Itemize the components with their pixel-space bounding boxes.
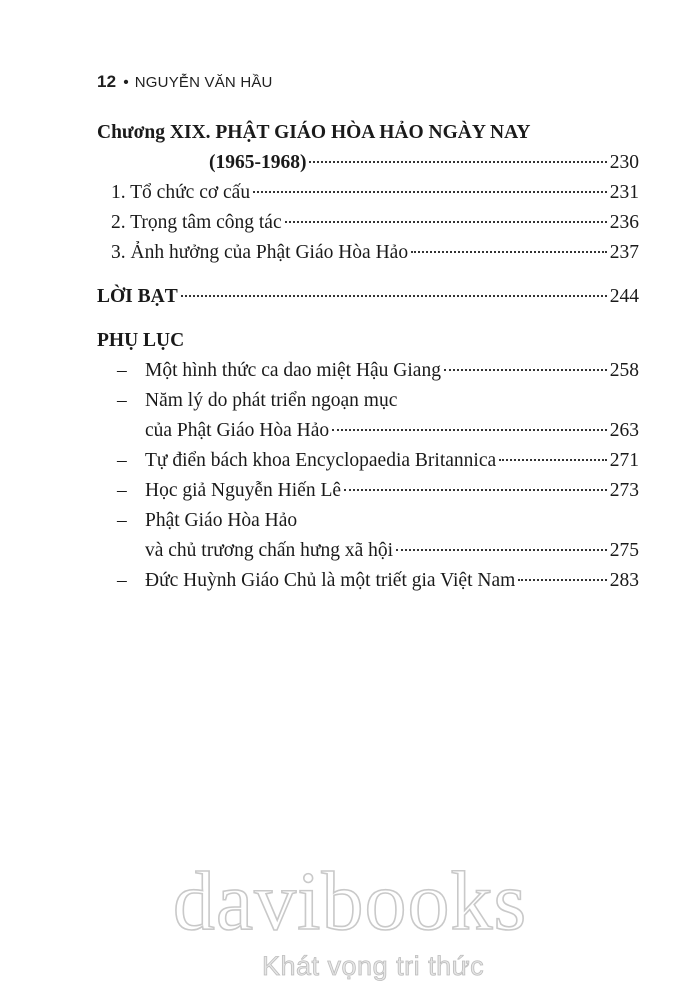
toc-entry-appendix [97,476,639,506]
dash-bullet: – [117,510,127,531]
page-ref: 258 [609,360,639,381]
running-header [97,72,273,92]
dot-leader [285,221,607,223]
chapter-dates: (1965-1968) [209,152,307,173]
toc-entry-afterword [97,282,639,312]
page-ref: 283 [609,570,639,591]
toc-entry-section [97,238,639,268]
toc-entry-section [97,178,639,208]
toc-entry-appendix [97,506,639,536]
page-ref: 244 [609,286,639,307]
dot-leader [332,429,607,431]
dot-leader [499,459,607,461]
dot-leader [444,369,607,371]
dot-leader [309,161,606,163]
appendix-label: Tự điển bách khoa Encyclopaedia Britannica [145,450,497,471]
section-label: 1. Tổ chức cơ cấu [111,182,251,203]
dot-leader [518,579,606,581]
table-of-contents [97,118,639,596]
header-separator: • [123,74,129,91]
appendix-heading: PHỤ LỤC [97,330,185,351]
toc-entry-section [97,208,639,238]
toc-entry-appendix-cont [97,416,639,446]
page-ref: 236 [609,212,639,233]
dot-leader [181,295,607,297]
toc-entry-appendix [97,446,639,476]
page-ref: 231 [609,182,639,203]
toc-entry-appendix [97,566,639,596]
watermark-brand: davibooks [172,855,528,948]
appendix-label: Năm lý do phát triển ngoạn mục [145,390,398,411]
page-ref: 271 [609,450,639,471]
dot-leader [411,251,607,253]
page-ref: 237 [609,242,639,263]
appendix-label: Đức Huỳnh Giáo Chủ là một triết gia Việt Nam [145,570,516,591]
toc-entry-chapter-dates [97,148,639,178]
page-ref: 273 [609,480,639,501]
page-ref: 230 [609,152,639,173]
dot-leader [396,549,607,551]
dot-leader [253,191,607,193]
appendix-label: Phật Giáo Hòa Hảo [145,510,298,531]
dash-bullet: – [117,360,127,381]
dash-bullet: – [117,390,127,411]
page-ref: 263 [609,420,639,441]
dash-bullet: – [117,450,127,471]
dot-leader [344,489,607,491]
dash-bullet: – [117,480,127,501]
toc-entry-appendix-cont [97,536,639,566]
watermark-tagline: Khát vọng tri thức [262,951,485,981]
appendix-label-cont: và chủ trương chấn hưng xã hội [145,540,394,561]
author-name: NGUYỄN VĂN HẦU [134,74,273,91]
afterword-label: LỜI BẠT [97,286,178,307]
chapter-title: Chương XIX. PHẬT GIÁO HÒA HẢO NGÀY NAY [97,122,531,143]
page-ref: 275 [609,540,639,561]
appendix-label: Học giả Nguyễn Hiến Lê [145,480,342,501]
appendix-label-cont: của Phật Giáo Hòa Hảo [145,420,330,441]
toc-entry-appendix [97,356,639,386]
dash-bullet: – [117,570,127,591]
toc-entry-appendix [97,386,639,416]
page-number: 12 [97,72,117,91]
section-label: 2. Trọng tâm công tác [111,212,282,233]
appendix-label: Một hình thức ca dao miệt Hậu Giang [145,360,441,381]
section-label: 3. Ảnh hưởng của Phật Giáo Hòa Hảo [111,242,409,263]
